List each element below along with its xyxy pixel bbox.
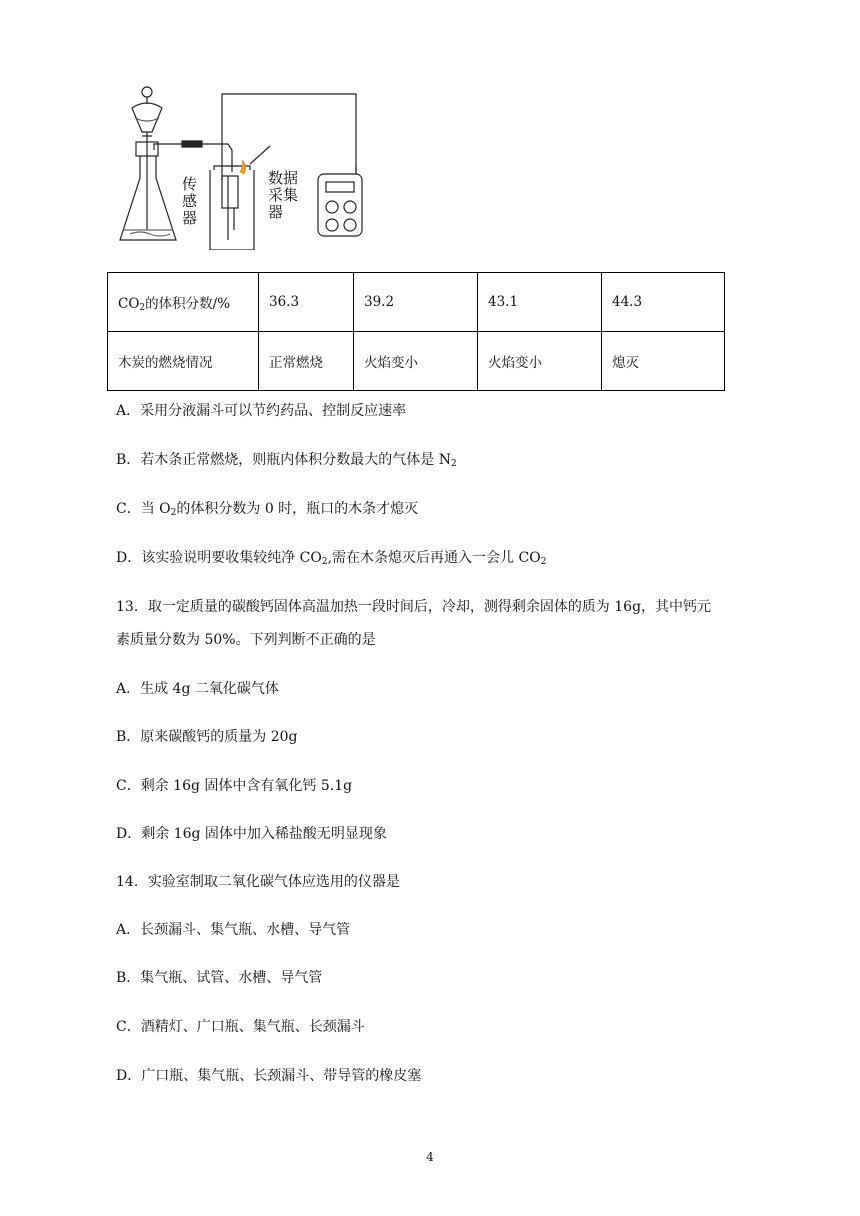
apparatus-diagram [110, 80, 380, 250]
q13-option-d: D．剩余 16g 固体中加入稀盐酸无明显现象 [116, 826, 387, 842]
q14-option-b: B．集气瓶、试管、水槽、导气管 [116, 970, 323, 986]
table-cell: 火焰变小 [354, 332, 478, 391]
option-sub: 2 [321, 557, 328, 567]
collector-label [268, 170, 298, 221]
table-cell: 火焰变小 [478, 332, 602, 391]
q12-option-b [116, 449, 457, 469]
q14-option-d: D．广口瓶、集气瓶、长颈漏斗、带导管的橡皮塞 [116, 1068, 422, 1084]
table-cell: 43.1 [478, 273, 602, 332]
header-sub: 2 [139, 302, 146, 313]
table-row [108, 273, 725, 332]
option-text: D．该实验说明要收集较纯净 CO [116, 550, 322, 566]
q13-option-c: C．剩余 16g 固体中含有氧化钙 5.1g [116, 778, 353, 794]
table-cell: 熄灭 [602, 332, 725, 391]
option-sub: 2 [451, 459, 457, 469]
co2-data-table [107, 272, 725, 391]
collector-label-line: 器 [268, 203, 284, 221]
sensor-label-char: 器 [182, 209, 198, 227]
table-cell: 36.3 [259, 273, 354, 332]
q12-option-a: A．采用分液漏斗可以节约药品、控制反应速率 [116, 403, 407, 419]
q13-stem-line2: 素质量分数为 50%。下列判断不正确的是 [116, 632, 376, 648]
table-cell: 39.2 [354, 273, 478, 332]
header-prefix: CO [118, 295, 140, 312]
table-cell: 正常燃烧 [259, 332, 354, 391]
option-text: ,需在木条熄灭后再通入一会儿 CO [327, 550, 541, 566]
sensor-label-char: 感 [182, 192, 198, 210]
page-number: 4 [426, 1150, 434, 1164]
q13-option-b: B．原来碳酸钙的质量为 20g [116, 729, 298, 745]
table-row [108, 332, 725, 391]
sensor-label [182, 176, 197, 227]
collector-label-line: 数据 [268, 169, 299, 187]
sensor-label-char: 传 [182, 175, 198, 193]
q13-option-a: A．生成 4g 二氧化碳气体 [116, 681, 279, 697]
collector-label-line: 采集 [268, 186, 299, 204]
option-sub: 2 [170, 508, 177, 518]
table-row-header [108, 273, 259, 332]
q14-option-a: A．长颈漏斗、集气瓶、水槽、导气管 [116, 922, 351, 938]
table-row-header: 木炭的燃烧情况 [108, 332, 259, 391]
option-text: 的体积分数为 0 时，瓶口的木条才熄灭 [176, 501, 419, 517]
option-text: B．若木条正常燃烧，则瓶内体积分数最大的气体是 N [116, 452, 451, 468]
q12-option-c [116, 498, 418, 518]
q13-stem-line1: 13．取一定质量的碳酸钙固体高温加热一段时间后，冷却，测得剩余固体的质为 16g，其中钙元 [116, 599, 712, 615]
apparatus-drawing [110, 80, 380, 250]
option-sub: 2 [540, 557, 547, 567]
q14-stem: 14．实验室制取二氧化碳气体应选用的仪器是 [116, 874, 400, 890]
header-suffix: 的体积分数/% [145, 295, 231, 312]
option-text: C．当 O [116, 501, 171, 517]
q14-option-c: C．酒精灯、广口瓶、集气瓶、长颈漏斗 [116, 1019, 365, 1035]
table-cell: 44.3 [602, 273, 725, 332]
q12-option-d [116, 547, 546, 567]
